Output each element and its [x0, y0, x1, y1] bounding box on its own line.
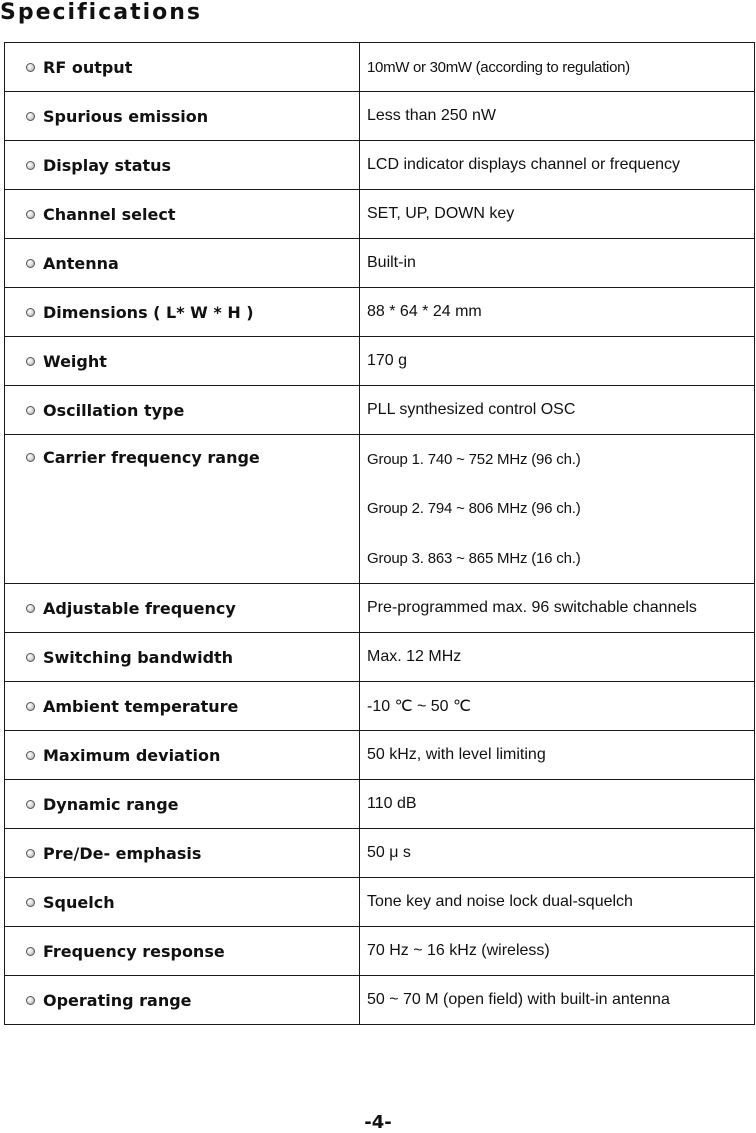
spec-value: Pre-programmed max. 96 switchable channels [367, 599, 697, 616]
spec-label-cell [5, 43, 360, 92]
table-row [5, 288, 755, 337]
spec-label-cell [5, 584, 360, 633]
spec-label: RF output [43, 57, 133, 77]
spec-label: Antenna [43, 253, 119, 273]
bullet-icon [26, 210, 35, 219]
spec-label-cell [5, 337, 360, 386]
bullet-icon [26, 112, 35, 121]
bullet-icon [26, 308, 35, 317]
bullet-icon [26, 800, 35, 809]
table-row [5, 239, 755, 288]
table-row [5, 43, 755, 92]
spec-label: Operating range [43, 990, 192, 1010]
spec-value-cell [360, 43, 755, 92]
table-row [5, 927, 755, 976]
table-row [5, 829, 755, 878]
bullet-icon [26, 453, 35, 462]
spec-value-cell [360, 337, 755, 386]
spec-label-cell [5, 731, 360, 780]
spec-label-cell [5, 829, 360, 878]
spec-value: 88 * 64 * 24 mm [367, 303, 482, 320]
spec-label-cell [5, 633, 360, 682]
table-row [5, 731, 755, 780]
spec-value: SET, UP, DOWN key [367, 205, 515, 222]
spec-value: LCD indicator displays channel or frequency [367, 156, 681, 173]
spec-value: 110 dB [367, 795, 417, 812]
spec-value-cell [360, 731, 755, 780]
spec-label-cell [5, 682, 360, 731]
frequency-group-2: Group 2. 794 ~ 806 MHz (96 ch.) [367, 500, 581, 518]
frequency-group-1: Group 1. 740 ~ 752 MHz (96 ch.) [367, 451, 581, 469]
bullet-icon [26, 849, 35, 858]
spec-label: Dimensions ( L* W * H ) [43, 302, 254, 322]
spec-label: Switching bandwidth [43, 647, 234, 667]
bullet-icon [26, 406, 35, 415]
table-row [5, 337, 755, 386]
spec-label-cell [5, 927, 360, 976]
spec-value-cell [360, 92, 755, 141]
table-row [5, 878, 755, 927]
spec-value: Less than 250 nW [367, 107, 496, 124]
spec-label: Oscillation type [43, 400, 185, 420]
spec-label: Display status [43, 155, 172, 175]
spec-label: Frequency response [43, 941, 225, 961]
spec-value-cell [360, 435, 755, 584]
spec-label: Spurious emission [43, 106, 209, 126]
spec-value: 170 g [367, 352, 408, 369]
bullet-icon [26, 702, 35, 711]
spec-value: 10mW or 30mW (according to regulation) [367, 58, 630, 76]
spec-label: Squelch [43, 892, 115, 912]
bullet-icon [26, 604, 35, 613]
spec-value: 50 μ s [367, 844, 411, 861]
spec-value: 50 kHz, with level limiting [367, 746, 546, 763]
bullet-icon [26, 357, 35, 366]
bullet-icon [26, 161, 35, 170]
spec-value-cell [360, 584, 755, 633]
table-row [5, 190, 755, 239]
spec-label: Carrier frequency range [43, 448, 260, 467]
spec-value-cell [360, 682, 755, 731]
table-row [5, 780, 755, 829]
bullet-icon [26, 898, 35, 907]
spec-label-cell [5, 878, 360, 927]
spec-value-cell [360, 927, 755, 976]
spec-label-cell [5, 288, 360, 337]
spec-label-cell [5, 92, 360, 141]
spec-label-cell [5, 435, 360, 584]
spec-label-cell [5, 190, 360, 239]
spec-label-cell [5, 780, 360, 829]
spec-value: Built-in [367, 254, 416, 271]
spec-value-cell [360, 239, 755, 288]
spec-value-cell [360, 829, 755, 878]
spec-value: Max. 12 MHz [367, 648, 462, 665]
spec-label: Adjustable frequency [43, 598, 236, 618]
bullet-icon [26, 63, 35, 72]
spec-label-cell [5, 141, 360, 190]
spec-value: Tone key and noise lock dual-squelch [367, 893, 633, 910]
bullet-icon [26, 996, 35, 1005]
spec-value: -10 ℃ ~ 50 ℃ [367, 698, 471, 715]
spec-value-cell [360, 780, 755, 829]
spec-value-cell [360, 288, 755, 337]
bullet-icon [26, 751, 35, 760]
table-row [5, 633, 755, 682]
table-row [5, 682, 755, 731]
spec-value: 70 Hz ~ 16 kHz (wireless) [367, 942, 550, 959]
table-row [5, 435, 755, 584]
bullet-icon [26, 653, 35, 662]
page-number: -4- [364, 1112, 392, 1133]
spec-label-cell [5, 239, 360, 288]
frequency-group-3: Group 3. 863 ~ 865 MHz (16 ch.) [367, 549, 581, 567]
bullet-icon [26, 259, 35, 268]
spec-label-cell [5, 976, 360, 1025]
spec-value-cell [360, 976, 755, 1025]
table-row [5, 584, 755, 633]
spec-value: PLL synthesized control OSC [367, 401, 576, 418]
table-row [5, 976, 755, 1025]
spec-value-cell [360, 878, 755, 927]
spec-value-cell [360, 190, 755, 239]
spec-label: Channel select [43, 204, 176, 224]
spec-label: Maximum deviation [43, 745, 221, 765]
spec-label: Weight [43, 351, 107, 371]
page-title: Specifications [0, 0, 203, 25]
spec-value-cell [360, 141, 755, 190]
spec-value-cell [360, 386, 755, 435]
specifications-table [4, 42, 755, 1025]
bullet-icon [26, 947, 35, 956]
spec-value: 50 ~ 70 M (open field) with built-in antenna [367, 991, 670, 1008]
table-row [5, 141, 755, 190]
spec-label: Pre/De- emphasis [43, 843, 202, 863]
spec-label: Ambient temperature [43, 696, 239, 716]
table-row [5, 386, 755, 435]
spec-label-cell [5, 386, 360, 435]
table-row [5, 92, 755, 141]
spec-value-cell [360, 633, 755, 682]
spec-label: Dynamic range [43, 794, 179, 814]
